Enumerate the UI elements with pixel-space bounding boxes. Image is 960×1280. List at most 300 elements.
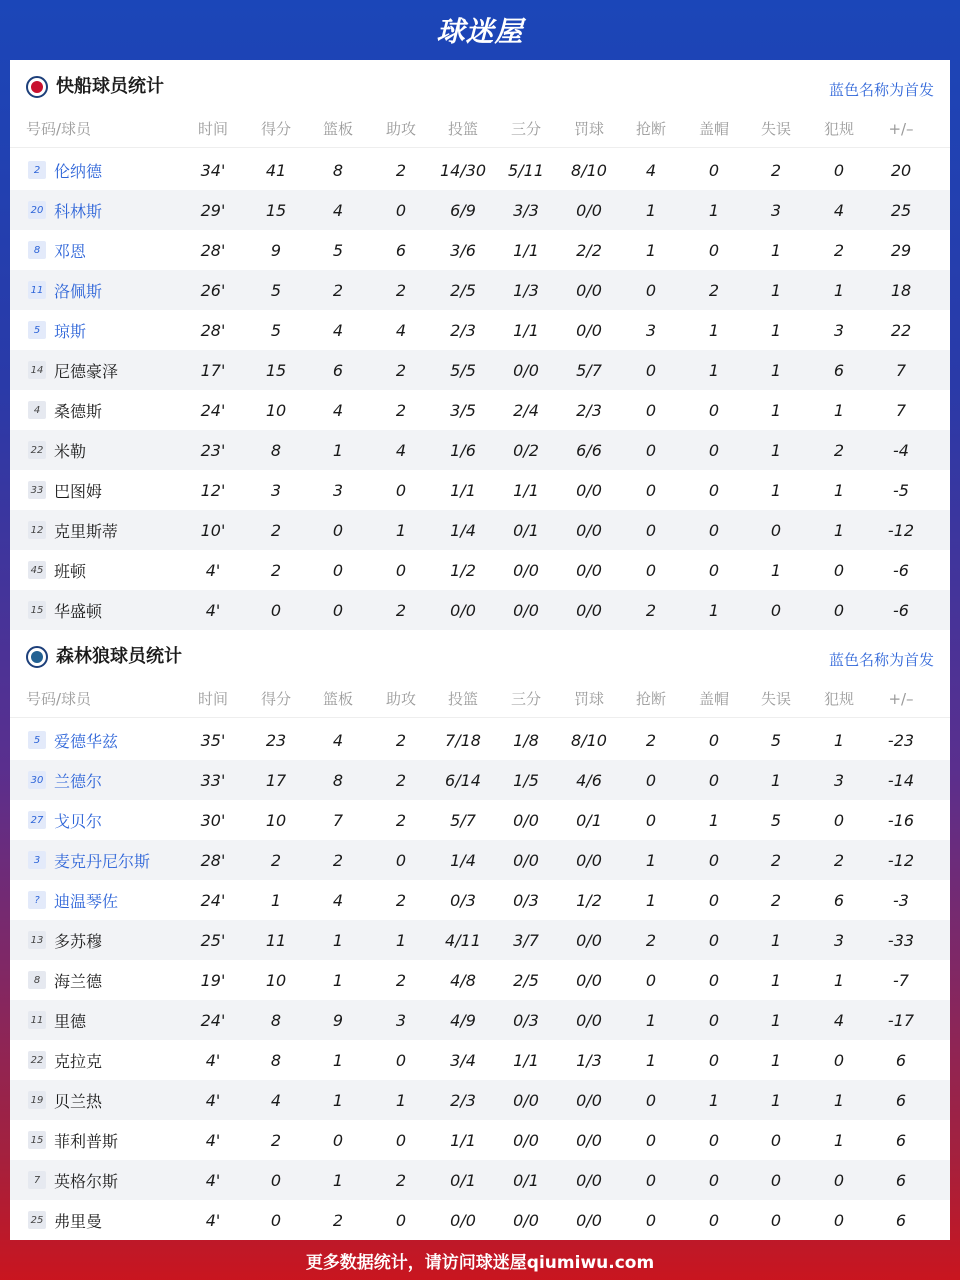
stat-plus-minus: -16 bbox=[887, 810, 915, 830]
stat-blocks: 0 bbox=[708, 930, 720, 950]
stat-three-pointers: 0/0 bbox=[513, 360, 539, 380]
stat-assists: 2 bbox=[395, 770, 407, 790]
stat-three-pointers: 0/0 bbox=[513, 1130, 539, 1150]
stat-plus-minus: 6 bbox=[895, 1130, 907, 1150]
stat-turnovers: 1 bbox=[770, 1090, 782, 1110]
stat-points: 0 bbox=[270, 1210, 282, 1230]
column-header-rebounds: 篮板 bbox=[322, 690, 353, 708]
stat-steals: 1 bbox=[645, 850, 657, 870]
stat-fouls: 0 bbox=[833, 810, 845, 830]
stat-steals: 2 bbox=[645, 930, 657, 950]
stat-assists: 0 bbox=[395, 200, 407, 220]
player-row[interactable] bbox=[10, 1160, 950, 1200]
stat-plus-minus: 7 bbox=[895, 360, 907, 380]
stat-points: 1 bbox=[270, 890, 282, 910]
stat-points: 3 bbox=[270, 480, 282, 500]
player-row[interactable] bbox=[10, 350, 950, 390]
stat-assists: 4 bbox=[395, 320, 407, 340]
stat-fouls: 3 bbox=[833, 320, 845, 340]
column-header-turnovers: 失误 bbox=[760, 690, 791, 708]
jersey-number: 33 bbox=[28, 481, 46, 499]
stat-rebounds: 4 bbox=[332, 400, 344, 420]
stat-three-pointers: 0/0 bbox=[513, 850, 539, 870]
stat-field-goals: 2/5 bbox=[450, 280, 476, 300]
stat-assists: 2 bbox=[395, 360, 407, 380]
column-header-field-goals: 投篮 bbox=[447, 120, 478, 138]
footer-banner[interactable]: 更多数据统计，请访问球迷屋qiumiwu.com bbox=[305, 1252, 655, 1273]
column-header-minutes: 时间 bbox=[197, 690, 228, 708]
player-name[interactable]: 米勒 bbox=[54, 441, 87, 461]
stat-assists: 0 bbox=[395, 1210, 407, 1230]
stat-rebounds: 3 bbox=[332, 480, 344, 500]
stat-steals: 1 bbox=[645, 1010, 657, 1030]
stat-assists: 0 bbox=[395, 1130, 407, 1150]
stat-fouls: 2 bbox=[833, 440, 845, 460]
stat-fouls: 0 bbox=[833, 160, 845, 180]
player-row[interactable] bbox=[10, 840, 950, 880]
stat-three-pointers: 3/7 bbox=[513, 930, 539, 950]
column-header-fouls: 犯规 bbox=[823, 120, 854, 138]
column-header-points: 得分 bbox=[260, 120, 291, 138]
stat-turnovers: 1 bbox=[770, 1050, 782, 1070]
stat-field-goals: 1/4 bbox=[450, 850, 476, 870]
stat-rebounds: 4 bbox=[332, 320, 344, 340]
stat-blocks: 0 bbox=[708, 480, 720, 500]
stat-minutes: 35' bbox=[200, 730, 226, 750]
column-header-three-pointers: 三分 bbox=[510, 120, 541, 138]
stat-three-pointers: 1/1 bbox=[513, 240, 539, 260]
player-row[interactable] bbox=[10, 1000, 950, 1040]
player-name[interactable]: 琼斯 bbox=[54, 321, 87, 341]
stat-steals: 0 bbox=[645, 480, 657, 500]
stat-minutes: 23' bbox=[200, 440, 226, 460]
stat-free-throws: 0/0 bbox=[576, 600, 602, 620]
player-name[interactable]: 桑德斯 bbox=[54, 401, 103, 421]
stat-fouls: 3 bbox=[833, 930, 845, 950]
column-header-free-throws: 罚球 bbox=[573, 690, 604, 708]
stat-blocks: 0 bbox=[708, 560, 720, 580]
stat-plus-minus: -6 bbox=[893, 560, 909, 580]
stat-three-pointers: 0/0 bbox=[513, 810, 539, 830]
stat-blocks: 1 bbox=[708, 810, 720, 830]
stat-fouls: 6 bbox=[833, 360, 845, 380]
column-header-assists: 助攻 bbox=[385, 690, 416, 708]
player-row[interactable] bbox=[10, 230, 950, 270]
stat-turnovers: 1 bbox=[770, 360, 782, 380]
jersey-number: 22 bbox=[28, 441, 46, 459]
stat-plus-minus: 18 bbox=[890, 280, 912, 300]
stat-points: 8 bbox=[270, 440, 282, 460]
column-header-blocks: 盖帽 bbox=[698, 690, 729, 708]
jersey-number: 7 bbox=[28, 1171, 46, 1189]
stat-minutes: 26' bbox=[200, 280, 226, 300]
stat-blocks: 0 bbox=[708, 1170, 720, 1190]
stat-fouls: 0 bbox=[833, 600, 845, 620]
stat-fouls: 6 bbox=[833, 890, 845, 910]
stat-assists: 2 bbox=[395, 280, 407, 300]
player-name[interactable]: 爱德华兹 bbox=[54, 731, 119, 751]
stat-field-goals: 0/3 bbox=[450, 890, 476, 910]
stat-free-throws: 0/0 bbox=[576, 560, 602, 580]
stat-minutes: 4' bbox=[205, 1090, 221, 1110]
player-name[interactable]: 克里斯蒂 bbox=[54, 521, 119, 541]
stat-blocks: 0 bbox=[708, 1010, 720, 1030]
stat-minutes: 34' bbox=[200, 160, 226, 180]
stat-minutes: 24' bbox=[200, 1010, 226, 1030]
column-header-turnovers: 失误 bbox=[760, 120, 791, 138]
stat-assists: 1 bbox=[395, 1090, 407, 1110]
stat-blocks: 0 bbox=[708, 520, 720, 540]
stat-minutes: 30' bbox=[200, 810, 226, 830]
jersey-number: 3 bbox=[28, 851, 46, 869]
stat-minutes: 10' bbox=[200, 520, 226, 540]
stat-assists: 1 bbox=[395, 930, 407, 950]
stat-three-pointers: 0/2 bbox=[513, 440, 539, 460]
stat-fouls: 0 bbox=[833, 1210, 845, 1230]
player-name[interactable]: 弗里曼 bbox=[54, 1211, 103, 1231]
stat-rebounds: 8 bbox=[332, 160, 344, 180]
jersey-number: 20 bbox=[28, 201, 46, 219]
player-row[interactable] bbox=[10, 800, 950, 840]
stat-three-pointers: 1/1 bbox=[513, 480, 539, 500]
stat-points: 4 bbox=[270, 1090, 282, 1110]
stat-steals: 4 bbox=[645, 160, 657, 180]
stat-blocks: 1 bbox=[708, 200, 720, 220]
player-name[interactable]: 华盛顿 bbox=[54, 601, 103, 621]
stat-plus-minus: 6 bbox=[895, 1170, 907, 1190]
player-row[interactable] bbox=[10, 390, 950, 430]
player-row[interactable] bbox=[10, 510, 950, 550]
stat-free-throws: 1/2 bbox=[576, 890, 602, 910]
stat-field-goals: 4/9 bbox=[450, 1010, 476, 1030]
stat-assists: 2 bbox=[395, 160, 407, 180]
stat-plus-minus: 20 bbox=[890, 160, 912, 180]
stat-steals: 0 bbox=[645, 400, 657, 420]
player-row[interactable] bbox=[10, 1040, 950, 1080]
stat-points: 0 bbox=[270, 1170, 282, 1190]
stat-rebounds: 0 bbox=[332, 1130, 344, 1150]
stat-minutes: 12' bbox=[200, 480, 226, 500]
player-name[interactable]: 多苏穆 bbox=[54, 931, 103, 951]
jersey-number: 27 bbox=[28, 811, 46, 829]
column-header-minutes: 时间 bbox=[197, 120, 228, 138]
stat-points: 10 bbox=[265, 400, 287, 420]
player-row[interactable] bbox=[10, 720, 950, 760]
stat-turnovers: 1 bbox=[770, 240, 782, 260]
stat-minutes: 4' bbox=[205, 600, 221, 620]
stat-turnovers: 0 bbox=[770, 520, 782, 540]
stat-minutes: 29' bbox=[200, 200, 226, 220]
stat-minutes: 24' bbox=[200, 890, 226, 910]
player-row[interactable] bbox=[10, 310, 950, 350]
stat-free-throws: 0/0 bbox=[576, 280, 602, 300]
stat-assists: 0 bbox=[395, 850, 407, 870]
player-row[interactable] bbox=[10, 760, 950, 800]
stat-points: 2 bbox=[270, 520, 282, 540]
stat-field-goals: 1/6 bbox=[450, 440, 476, 460]
stat-plus-minus: -6 bbox=[893, 600, 909, 620]
stat-free-throws: 8/10 bbox=[571, 160, 607, 180]
player-name[interactable]: 海兰德 bbox=[54, 971, 103, 991]
stat-three-pointers: 0/0 bbox=[513, 1090, 539, 1110]
stat-minutes: 33' bbox=[200, 770, 226, 790]
stat-points: 41 bbox=[265, 160, 287, 180]
stat-points: 15 bbox=[265, 360, 287, 380]
stat-field-goals: 1/2 bbox=[450, 560, 476, 580]
stat-field-goals: 4/8 bbox=[450, 970, 476, 990]
stat-blocks: 1 bbox=[708, 320, 720, 340]
stat-plus-minus: -14 bbox=[887, 770, 915, 790]
column-header-player: 号码/球员 bbox=[26, 690, 92, 708]
stat-points: 8 bbox=[270, 1050, 282, 1070]
stat-rebounds: 1 bbox=[332, 1170, 344, 1190]
player-row[interactable] bbox=[10, 550, 950, 590]
player-row[interactable] bbox=[10, 430, 950, 470]
stat-free-throws: 2/2 bbox=[576, 240, 602, 260]
stat-turnovers: 0 bbox=[770, 1170, 782, 1190]
stat-blocks: 0 bbox=[708, 160, 720, 180]
stat-blocks: 0 bbox=[708, 850, 720, 870]
player-row[interactable] bbox=[10, 190, 950, 230]
stat-steals: 0 bbox=[645, 280, 657, 300]
stat-assists: 0 bbox=[395, 560, 407, 580]
player-name[interactable]: 里德 bbox=[54, 1011, 87, 1031]
stat-turnovers: 1 bbox=[770, 1010, 782, 1030]
stat-fouls: 0 bbox=[833, 560, 845, 580]
stat-free-throws: 4/6 bbox=[576, 770, 602, 790]
column-header-steals: 抢断 bbox=[635, 690, 666, 708]
stat-assists: 2 bbox=[395, 810, 407, 830]
stat-free-throws: 0/0 bbox=[576, 480, 602, 500]
stat-field-goals: 2/3 bbox=[450, 320, 476, 340]
stat-three-pointers: 0/1 bbox=[513, 1170, 539, 1190]
jersey-number: 15 bbox=[28, 601, 46, 619]
stat-points: 0 bbox=[270, 600, 282, 620]
player-name[interactable]: 克拉克 bbox=[54, 1051, 103, 1071]
player-row[interactable] bbox=[10, 1200, 950, 1240]
starter-legend: 蓝色名称为首发 bbox=[828, 81, 934, 99]
stat-three-pointers: 0/1 bbox=[513, 520, 539, 540]
team-title: 快船球员统计 bbox=[56, 76, 164, 97]
stat-blocks: 0 bbox=[708, 1210, 720, 1230]
stat-three-pointers: 0/0 bbox=[513, 560, 539, 580]
stat-plus-minus: 6 bbox=[895, 1050, 907, 1070]
stat-points: 8 bbox=[270, 1010, 282, 1030]
stat-rebounds: 4 bbox=[332, 890, 344, 910]
stat-turnovers: 5 bbox=[770, 730, 782, 750]
brand-logo: 球迷屋 bbox=[436, 15, 524, 48]
stat-rebounds: 1 bbox=[332, 930, 344, 950]
column-header-three-pointers: 三分 bbox=[510, 690, 541, 708]
player-name[interactable]: 班顿 bbox=[54, 561, 87, 581]
stat-points: 10 bbox=[265, 970, 287, 990]
stat-fouls: 1 bbox=[833, 1130, 845, 1150]
stat-field-goals: 2/3 bbox=[450, 1090, 476, 1110]
stat-plus-minus: -7 bbox=[893, 970, 909, 990]
player-row[interactable] bbox=[10, 920, 950, 960]
stat-rebounds: 1 bbox=[332, 970, 344, 990]
stat-three-pointers: 2/4 bbox=[513, 400, 539, 420]
player-name[interactable]: 戈贝尔 bbox=[54, 811, 103, 831]
starter-legend: 蓝色名称为首发 bbox=[828, 651, 934, 669]
stat-rebounds: 0 bbox=[332, 600, 344, 620]
stat-plus-minus: -4 bbox=[893, 440, 909, 460]
stat-minutes: 25' bbox=[200, 930, 226, 950]
stat-free-throws: 2/3 bbox=[576, 400, 602, 420]
stat-minutes: 17' bbox=[200, 360, 226, 380]
stat-plus-minus: 25 bbox=[890, 200, 912, 220]
stat-three-pointers: 1/3 bbox=[513, 280, 539, 300]
stat-rebounds: 6 bbox=[332, 360, 344, 380]
jersey-number: 15 bbox=[28, 1131, 46, 1149]
player-row[interactable] bbox=[10, 150, 950, 190]
player-name[interactable]: 菲利普斯 bbox=[54, 1131, 119, 1151]
stat-steals: 2 bbox=[645, 600, 657, 620]
stat-three-pointers: 0/0 bbox=[513, 1210, 539, 1230]
stat-fouls: 1 bbox=[833, 730, 845, 750]
stat-blocks: 0 bbox=[708, 890, 720, 910]
jersey-number: 13 bbox=[28, 931, 46, 949]
player-row[interactable] bbox=[10, 1080, 950, 1120]
player-name[interactable]: 邓恩 bbox=[54, 241, 87, 261]
stat-field-goals: 5/7 bbox=[450, 810, 476, 830]
team-title: 森林狼球员统计 bbox=[56, 646, 182, 667]
stat-turnovers: 3 bbox=[770, 200, 782, 220]
stat-points: 5 bbox=[270, 280, 282, 300]
stat-steals: 0 bbox=[645, 1210, 657, 1230]
stat-steals: 0 bbox=[645, 440, 657, 460]
stat-minutes: 24' bbox=[200, 400, 226, 420]
column-header-field-goals: 投篮 bbox=[447, 690, 478, 708]
stat-steals: 1 bbox=[645, 200, 657, 220]
stat-fouls: 1 bbox=[833, 480, 845, 500]
stat-free-throws: 0/0 bbox=[576, 1170, 602, 1190]
stat-plus-minus: -3 bbox=[893, 890, 909, 910]
stat-assists: 3 bbox=[395, 1010, 407, 1030]
stat-field-goals: 1/1 bbox=[450, 1130, 476, 1150]
stat-assists: 6 bbox=[395, 240, 407, 260]
jersey-number: 19 bbox=[28, 1091, 46, 1109]
player-row[interactable] bbox=[10, 470, 950, 510]
stat-turnovers: 0 bbox=[770, 1210, 782, 1230]
stat-assists: 0 bbox=[395, 480, 407, 500]
stat-free-throws: 0/0 bbox=[576, 320, 602, 340]
player-row[interactable] bbox=[10, 880, 950, 920]
column-header-rebounds: 篮板 bbox=[322, 120, 353, 138]
stat-blocks: 1 bbox=[708, 600, 720, 620]
stat-steals: 1 bbox=[645, 890, 657, 910]
jersey-number: 5 bbox=[28, 731, 46, 749]
player-row[interactable] bbox=[10, 590, 950, 630]
stat-free-throws: 0/0 bbox=[576, 1090, 602, 1110]
stat-blocks: 0 bbox=[708, 970, 720, 990]
stat-minutes: 19' bbox=[200, 970, 226, 990]
stat-three-pointers: 1/1 bbox=[513, 1050, 539, 1070]
stat-plus-minus: -33 bbox=[887, 930, 915, 950]
stat-turnovers: 1 bbox=[770, 280, 782, 300]
stat-fouls: 1 bbox=[833, 970, 845, 990]
stat-field-goals: 5/5 bbox=[450, 360, 476, 380]
stat-fouls: 1 bbox=[833, 280, 845, 300]
jersey-number: 11 bbox=[28, 1011, 46, 1029]
column-header-steals: 抢断 bbox=[635, 120, 666, 138]
stat-field-goals: 3/5 bbox=[450, 400, 476, 420]
player-name[interactable]: 兰德尔 bbox=[54, 771, 103, 791]
stat-field-goals: 4/11 bbox=[445, 930, 481, 950]
stat-fouls: 3 bbox=[833, 770, 845, 790]
player-name[interactable]: 贝兰热 bbox=[54, 1091, 103, 1111]
stat-points: 23 bbox=[265, 730, 287, 750]
jersey-number: ? bbox=[28, 891, 46, 909]
stat-steals: 0 bbox=[645, 770, 657, 790]
team-section-header bbox=[10, 630, 950, 686]
player-name[interactable]: 麦克丹尼尔斯 bbox=[54, 851, 151, 871]
stat-field-goals: 6/14 bbox=[445, 770, 481, 790]
stat-fouls: 4 bbox=[833, 200, 845, 220]
stat-free-throws: 0/0 bbox=[576, 1010, 602, 1030]
player-name[interactable]: 英格尔斯 bbox=[54, 1171, 119, 1191]
player-row[interactable] bbox=[10, 1120, 950, 1160]
column-header-plus-minus: +/– bbox=[888, 689, 914, 708]
jersey-number: 22 bbox=[28, 1051, 46, 1069]
player-row[interactable] bbox=[10, 960, 950, 1000]
jersey-number: 25 bbox=[28, 1211, 46, 1229]
stat-points: 11 bbox=[265, 930, 287, 950]
player-name[interactable]: 伦纳德 bbox=[54, 161, 103, 181]
stat-steals: 0 bbox=[645, 970, 657, 990]
player-name[interactable]: 尼德豪泽 bbox=[54, 361, 119, 381]
stat-free-throws: 6/6 bbox=[576, 440, 602, 460]
stat-turnovers: 2 bbox=[770, 850, 782, 870]
stat-points: 5 bbox=[270, 320, 282, 340]
jersey-number: 8 bbox=[28, 241, 46, 259]
timberwolves-logo-icon bbox=[26, 646, 48, 668]
stat-steals: 3 bbox=[645, 320, 657, 340]
stat-free-throws: 0/0 bbox=[576, 1210, 602, 1230]
stat-plus-minus: 22 bbox=[890, 320, 912, 340]
stat-rebounds: 8 bbox=[332, 770, 344, 790]
stat-three-pointers: 0/3 bbox=[513, 890, 539, 910]
stat-three-pointers: 0/3 bbox=[513, 1010, 539, 1030]
jersey-number: 45 bbox=[28, 561, 46, 579]
stat-rebounds: 7 bbox=[332, 810, 344, 830]
jersey-number: 14 bbox=[28, 361, 46, 379]
stat-fouls: 2 bbox=[833, 850, 845, 870]
stat-blocks: 1 bbox=[708, 1090, 720, 1110]
column-header-free-throws: 罚球 bbox=[573, 120, 604, 138]
player-name[interactable]: 科林斯 bbox=[54, 201, 103, 221]
player-name[interactable]: 巴图姆 bbox=[54, 481, 103, 501]
stat-points: 2 bbox=[270, 850, 282, 870]
player-name[interactable]: 迪温琴佐 bbox=[54, 891, 119, 911]
stat-field-goals: 1/1 bbox=[450, 480, 476, 500]
table-header bbox=[10, 110, 950, 148]
column-header-points: 得分 bbox=[260, 690, 291, 708]
stat-blocks: 0 bbox=[708, 1130, 720, 1150]
stat-turnovers: 2 bbox=[770, 890, 782, 910]
player-row[interactable] bbox=[10, 270, 950, 310]
jersey-number: 11 bbox=[28, 281, 46, 299]
stat-free-throws: 0/0 bbox=[576, 850, 602, 870]
stat-field-goals: 3/4 bbox=[450, 1050, 476, 1070]
stat-free-throws: 0/1 bbox=[576, 810, 602, 830]
stat-rebounds: 2 bbox=[332, 280, 344, 300]
stat-steals: 2 bbox=[645, 730, 657, 750]
stat-three-pointers: 2/5 bbox=[513, 970, 539, 990]
jersey-number: 5 bbox=[28, 321, 46, 339]
player-name[interactable]: 洛佩斯 bbox=[54, 281, 103, 301]
stat-assists: 2 bbox=[395, 970, 407, 990]
